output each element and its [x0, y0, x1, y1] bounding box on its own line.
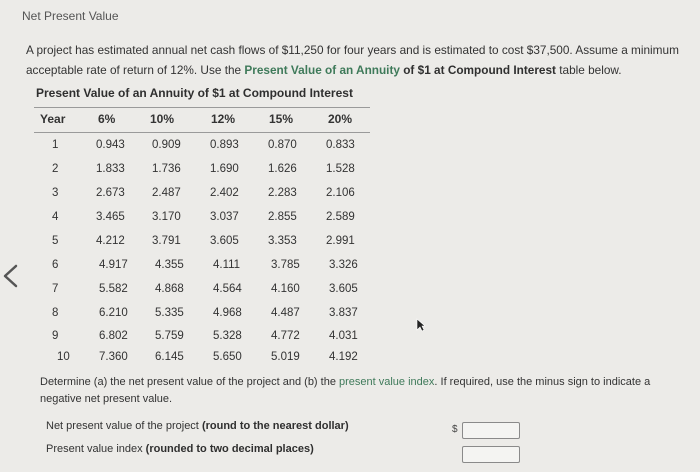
- table-value-cell: 0.893: [210, 139, 239, 151]
- table-value-cell: 5.328: [213, 330, 242, 342]
- table-header-cell: Year: [40, 112, 66, 126]
- table-value-cell: 5.759: [155, 330, 184, 342]
- table-value-cell: 5.335: [155, 307, 184, 319]
- table-value-cell: 4.968: [213, 307, 242, 319]
- table-value-cell: 2.673: [96, 187, 125, 199]
- present-value-index-link[interactable]: present value index: [339, 376, 435, 388]
- table-value-cell: 0.870: [268, 139, 297, 151]
- question-text-a: Determine (a) the net present value of the project and (b) the: [40, 376, 339, 388]
- npv-label: [46, 420, 349, 432]
- table-value-cell: 4.772: [271, 330, 300, 342]
- annuity-table-link[interactable]: Present Value of an Annuity: [244, 63, 400, 77]
- table-value-cell: 3.791: [152, 235, 181, 247]
- table-value-cell: 5.582: [99, 283, 128, 295]
- problem-statement: [26, 40, 700, 80]
- table-value-cell: 4.192: [329, 351, 358, 363]
- pvi-hint: (rounded to two decimal places): [145, 443, 314, 455]
- intro-text-end: table below.: [555, 63, 622, 77]
- table-header-cell: 6%: [98, 112, 116, 126]
- intro-line-1: A project has estimated annual net cash flows of $11,250 for four years and is estimated to cost $37,500. Assume a minimum: [26, 43, 679, 57]
- table-year-cell: 2: [52, 163, 59, 175]
- table-value-cell: 0.943: [96, 139, 125, 151]
- question-text: [40, 374, 690, 408]
- table-value-cell: 3.326: [329, 259, 358, 271]
- table-year-cell: 10: [57, 351, 70, 363]
- table-value-cell: 0.909: [152, 139, 181, 151]
- table-value-cell: 6.802: [99, 330, 128, 342]
- table-header-cell: 15%: [269, 112, 294, 126]
- currency-symbol: $: [452, 424, 458, 435]
- table-year-cell: 6: [52, 259, 59, 271]
- table-value-cell: 0.833: [326, 139, 355, 151]
- table-value-cell: 1.833: [96, 163, 125, 175]
- table-year-cell: 8: [52, 307, 59, 319]
- table-value-cell: 1.528: [326, 163, 355, 175]
- table-value-cell: 4.355: [155, 259, 184, 271]
- compound-interest-text: $1 at Compound Interest: [417, 63, 556, 77]
- table-value-cell: 4.111: [213, 259, 241, 271]
- table-value-cell: 4.031: [329, 330, 358, 342]
- table-header-rule: [34, 132, 370, 133]
- table-title: Present Value of an Annuity of $1 at Compound Interest: [36, 86, 353, 100]
- pvi-input[interactable]: [462, 446, 520, 463]
- chevron-left-icon[interactable]: [0, 256, 22, 296]
- table-value-cell: 3.465: [96, 211, 125, 223]
- intro-line-2: [26, 60, 700, 80]
- table-value-cell: 2.106: [326, 187, 355, 199]
- table-value-cell: 2.589: [326, 211, 355, 223]
- table-value-cell: 3.785: [271, 259, 300, 271]
- table-header-cell: 12%: [211, 112, 236, 126]
- table-value-cell: 5.650: [213, 351, 242, 363]
- table-value-cell: 2.855: [268, 211, 297, 223]
- table-value-cell: 1.626: [268, 163, 297, 175]
- table-value-cell: 6.145: [155, 351, 184, 363]
- table-value-cell: 4.917: [99, 259, 128, 271]
- table-value-cell: 3.353: [268, 235, 297, 247]
- table-value-cell: 4.564: [213, 283, 242, 295]
- table-value-cell: 5.019: [271, 351, 300, 363]
- table-value-cell: 1.690: [210, 163, 239, 175]
- table-value-cell: 4.212: [96, 235, 125, 247]
- table-value-cell: 3.170: [152, 211, 181, 223]
- npv-label-text: Net present value of the project: [46, 420, 202, 432]
- table-year-cell: 9: [52, 330, 59, 342]
- table-value-cell: 4.160: [271, 283, 300, 295]
- table-value-cell: 2.487: [152, 187, 181, 199]
- table-year-cell: 3: [52, 187, 59, 199]
- table-value-cell: 3.605: [210, 235, 239, 247]
- table-header-cell: 20%: [328, 112, 353, 126]
- table-value-cell: 3.605: [329, 283, 358, 295]
- table-value-cell: 3.037: [210, 211, 239, 223]
- table-value-cell: 7.360: [99, 351, 128, 363]
- table-value-cell: 2.283: [268, 187, 297, 199]
- table-year-cell: 5: [52, 235, 59, 247]
- intro-text: acceptable rate of return of 12%. Use the: [26, 63, 245, 77]
- npv-hint: (round to the nearest dollar): [201, 420, 349, 432]
- table-value-cell: 3.837: [329, 307, 358, 319]
- npv-input[interactable]: [462, 422, 520, 439]
- question-line-1: [40, 374, 690, 391]
- mouse-pointer-icon: [416, 318, 426, 332]
- table-year-cell: 1: [52, 139, 59, 151]
- table-value-cell: 2.402: [210, 187, 239, 199]
- intro-text-of: of: [399, 63, 418, 77]
- question-line-2: negative net present value.: [40, 393, 173, 405]
- table-header-cell: 10%: [150, 112, 175, 126]
- table-year-cell: 7: [52, 283, 59, 295]
- page-title: Net Present Value: [22, 9, 119, 23]
- table-value-cell: 6.210: [99, 307, 128, 319]
- question-text-b: . If required, use the minus sign to indicate a: [434, 376, 651, 388]
- pvi-label: [46, 443, 314, 455]
- table-value-cell: 4.868: [155, 283, 184, 295]
- pvi-label-text: Present value index: [46, 443, 146, 455]
- table-value-cell: 4.487: [271, 307, 300, 319]
- table-value-cell: 1.736: [152, 163, 181, 175]
- table-value-cell: 2.991: [326, 235, 355, 247]
- table-year-cell: 4: [52, 211, 59, 223]
- table-top-rule: [34, 107, 370, 108]
